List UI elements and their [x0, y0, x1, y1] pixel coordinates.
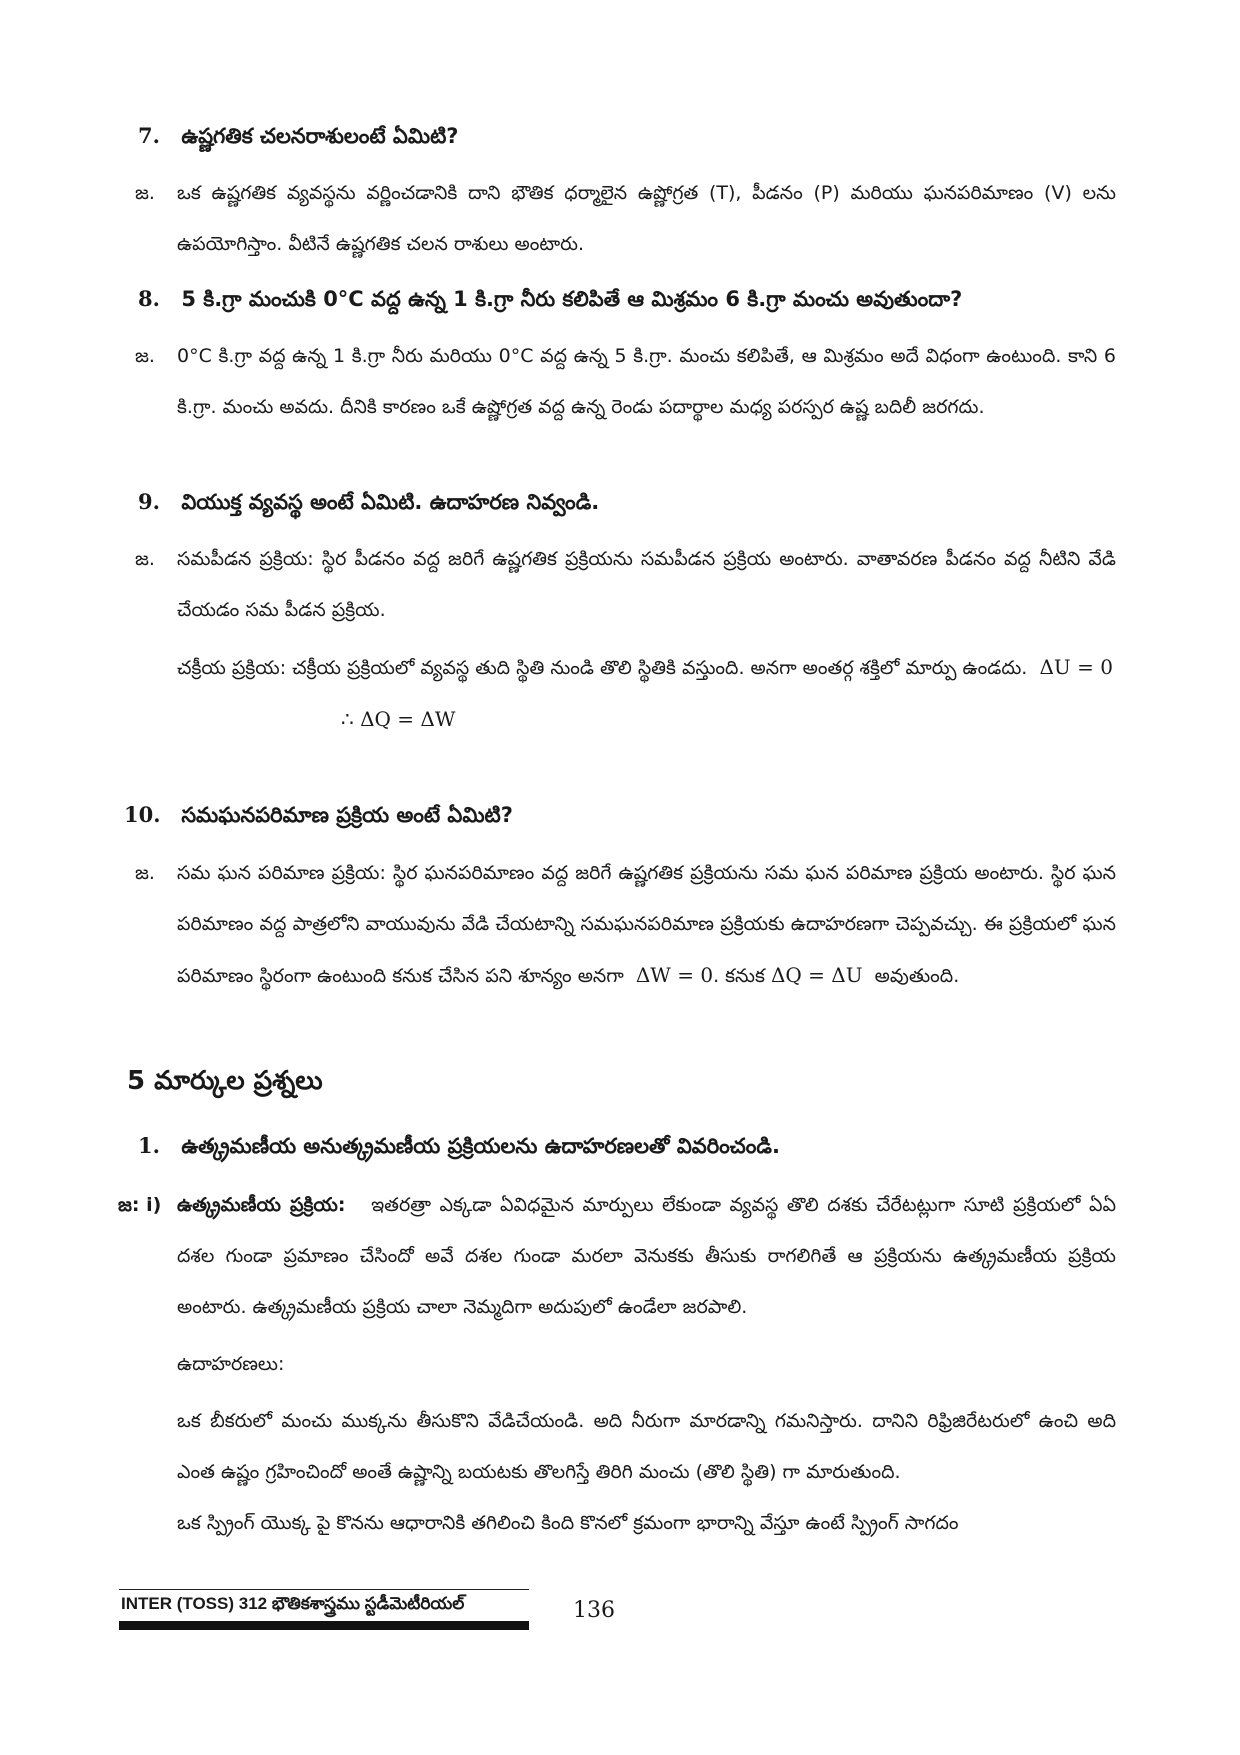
page-number: 136	[573, 1598, 615, 1623]
section-title: 5 మార్కుల ప్రశ్నలు	[127, 1066, 323, 1096]
footer-title: INTER (TOSS) 312 భౌతికశాస్త్రము స్టడీమెటీరియల్	[121, 1594, 465, 1613]
answer-marker: జ.	[135, 345, 155, 367]
answer-text: ఒక ఉష్ణగతిక వ్యవస్థను వర్ణించడానికి దాని భౌతిక ధర్మాలైన ఉష్ణోగ్రత (T), పీడనం (P) మరియు ఘనపరిమాణం (V) లను ఉపయోగిస్తాం. వీటినే ఉష్ణగతిక చలన రాశులు అంటారు.	[177, 182, 1116, 255]
question-number: 1.	[138, 1133, 160, 1158]
question-7	[138, 121, 458, 151]
question-text: ఉష్ణగతిక చలనరాశులంటే ఏమిటి?	[181, 124, 459, 148]
question-text: వియుక్త వ్యవస్థ అంటే ఏమిటి. ఉదాహరణ నివ్వండి.	[181, 490, 600, 514]
footer-rule	[119, 1589, 529, 1590]
answer-10	[135, 848, 1116, 1002]
equation-delta-q-u: ΔQ = ΔU	[770, 963, 863, 987]
example-1: ఒక బీకరులో మంచు ముక్కను తీసుకొని వేడిచేయండి. అది నీరుగా మారడాన్ని గమనిస్తారు. దానిని రిఫ్రిజిరేటరులో ఉంచి అది ఎంత ఉష్ణం గ్రహించిందో అంతే ఉష్ణాన్ని బయటకు తొలగిస్తే తిరిగి మంచు (తొలి స్థితి) గా మారుతుంది.	[177, 1410, 1116, 1483]
equation-delta-w: ΔW = 0	[635, 963, 714, 987]
question-text: సమఘనపరిమాణ ప్రక్రియ అంటే ఏమిటి?	[181, 803, 513, 827]
question-number: 9.	[138, 489, 160, 514]
question-10	[124, 800, 513, 830]
equation-delta-q: ∴ ΔQ = ΔW	[341, 707, 456, 731]
question-number: 7.	[138, 123, 160, 148]
question-text: ఉత్క్రమణీయ అనుత్క్రమణీయ ప్రక్రియలను ఉదాహరణలతో వివరించండి.	[181, 1134, 780, 1158]
answer-marker: జ: i)	[118, 1194, 162, 1216]
question-number: 8.	[138, 286, 160, 311]
question-9	[138, 487, 599, 517]
answer-8	[135, 331, 1116, 433]
answer-7	[135, 168, 1116, 270]
long-question-1	[138, 1131, 780, 1161]
answer-text: ఇతరత్రా ఎక్కడా ఏవిధమైన మార్పులు లేకుండా వ్యవస్థ తొలి దశకు చేరేటట్లుగా సూటి ప్రక్రియలో ఏఏ దశల గుండా ప్రమాణం చేసిందో అవే దశల గుండా మరలా వెనుకకు తీసుకు రాగలిగితే ఆ ప్రక్రియను ఉత్క్రమణీయ ప్రక్రియ అంటారు. ఉత్క్రమణీయ ప్రక్రియ చాలా నెమ్మదిగా అదుపులో ఉండేలా జరపాలి.	[177, 1194, 1116, 1318]
answer-paragraph-2: చక్రీయ ప్రక్రియ: చక్రీయ ప్రక్రియలో వ్యవస్థ తుది స్థితి నుండి తొలి స్థితికి వస్తుంది. అనగా అంతర్గ శక్తిలో మార్పు ఉండదు.	[177, 657, 1028, 679]
answer-text-tail: అవుతుంది.	[874, 965, 960, 987]
answer-text: 0°C కి.గ్రా వద్ద ఉన్న 1 కి.గ్రా నీరు మరియు 0°C వద్ద ఉన్న 5 కి.గ్రా. మంచు కలిపితే, ఆ మిశ్రమం అదే విధంగా ఉంటుంది. కాని 6 కి.గ్రా. మంచు అవదు. దీనికి కారణం ఒకే ఉష్ణోగ్రత వద్ద ఉన్న రెండు పదార్థాల మధ్య పరస్పర ఉష్ణ బదిలీ జరగదు.	[177, 345, 1116, 418]
equation-delta-u: ΔU = 0	[1039, 655, 1113, 679]
answer-text-mid: . కనుక	[713, 965, 765, 987]
answer-text: సమ ఘన పరిమాణ ప్రక్రియ: స్థిర ఘనపరిమాణం వద్ద జరిగే ఉష్ణగతిక ప్రక్రియను సమ ఘన పరిమాణ ప్రక్రియ అంటారు. స్థిర ఘన పరిమాణం వద్ద పాత్రలోని వాయువును వేడి చేయటాన్ని సమఘనపరిమాణ ప్రక్రియకు ఉదాహరణగా చెప్పవచ్చు. ఈ ప్రక్రియలో ఘన పరిమాణం స్థిరంగా ఉంటుంది కనుక చేసిన పని శూన్యం అనగా	[177, 862, 1116, 987]
footer-bar	[119, 1621, 529, 1630]
answer-marker: జ.	[135, 862, 155, 884]
answer-paragraph-1: సమపీడన ప్రక్రియ: స్థిర పీడనం వద్ద జరిగే ఉష్ణగతిక ప్రక్రియను సమపీడన ప్రక్రియ అంటారు. వాతావరణ పీడనం వద్ద నీటిని వేడి చేయడం సమ పీడన ప్రక్రియ.	[177, 548, 1116, 621]
answer-marker: జ.	[135, 182, 155, 204]
examples-label: ఉదాహరణలు:	[177, 1353, 285, 1375]
example-2: ఒక స్ప్రింగ్ యొక్క పై కొనను ఆధారానికి తగిలించి కింది కొనలో క్రమంగా భారాన్ని వేస్తూ ఉంటే స్ప్రింగ్ సాగదం	[177, 1512, 959, 1534]
answer-term: ఉత్క్రమణీయ ప్రక్రియ:	[177, 1194, 346, 1216]
answer-9	[135, 534, 1116, 745]
question-text: 5 కి.గ్రా మంచుకి 0°C వద్ద ఉన్న 1 కి.గ్రా నీరు కలిపితే ఆ మిశ్రమం 6 కి.గ్రా మంచు అవుతుందా?	[181, 287, 963, 311]
long-answer-1	[118, 1180, 1116, 1549]
question-number: 10.	[124, 802, 161, 827]
question-8	[138, 284, 962, 314]
answer-marker: జ.	[135, 548, 155, 570]
